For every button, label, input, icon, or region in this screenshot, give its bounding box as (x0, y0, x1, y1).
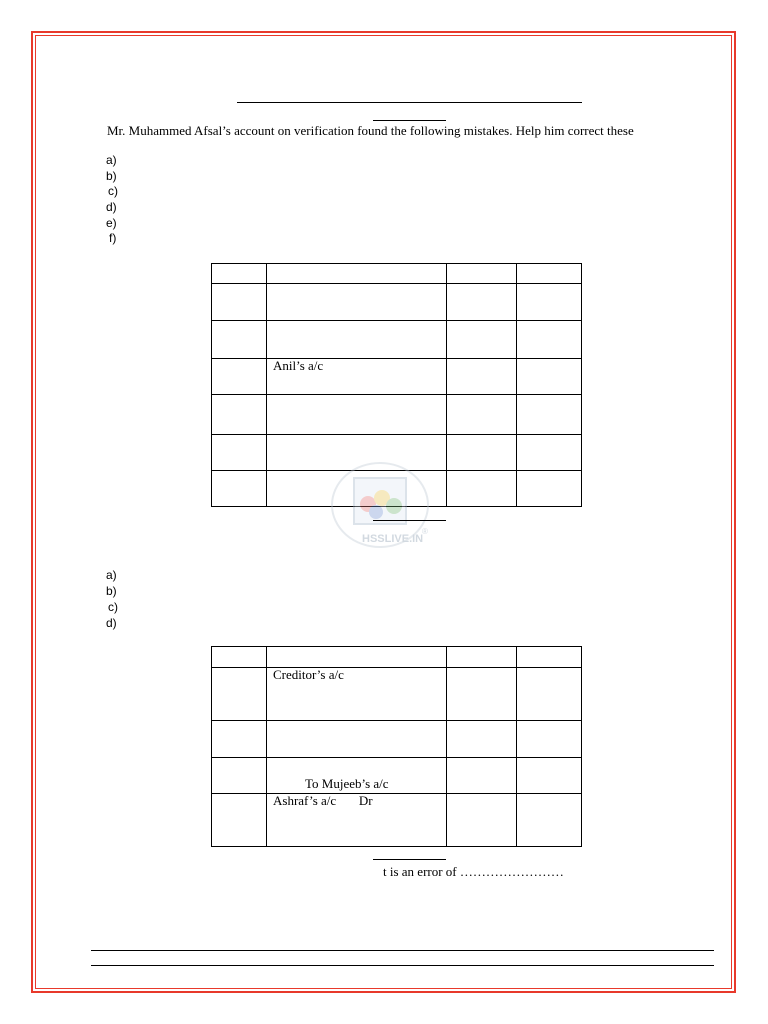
watermark-emblem-icon (326, 460, 434, 560)
intro-text: Mr. Muhammed Afsal’s account on verification found the following mistakes. Help him correct these (107, 123, 634, 138)
table-cell (212, 284, 267, 321)
table-row (212, 284, 582, 321)
table-cell (517, 284, 582, 321)
table-cell (447, 471, 517, 507)
table-cell (447, 668, 517, 721)
table-cell (212, 668, 267, 721)
table-cell (267, 647, 447, 668)
table-cell (267, 721, 447, 758)
table-cell (517, 321, 582, 359)
table-row (212, 395, 582, 435)
table-cell (267, 264, 447, 284)
table-cell (517, 721, 582, 758)
list-item-label: d) (106, 616, 117, 630)
table-cell (517, 647, 582, 668)
table-row (212, 321, 582, 359)
table-cell (447, 359, 517, 395)
list-item-label: a) (106, 153, 117, 167)
table-cell (212, 321, 267, 359)
closing-rule (373, 859, 446, 860)
list-item-label: e) (106, 216, 117, 230)
table-cell (212, 721, 267, 758)
table-cell (447, 435, 517, 471)
table-cell (447, 284, 517, 321)
table-cell (447, 758, 517, 794)
journal-table-two (211, 646, 582, 847)
subtitle-rule (373, 120, 446, 121)
table-cell: Ashraf’s a/c Dr (267, 794, 447, 847)
table-cell: Creditor’s a/c (267, 668, 447, 721)
table-row (212, 647, 582, 668)
table-cell (212, 647, 267, 668)
table-row (212, 359, 582, 395)
table-cell (212, 758, 267, 794)
table-cell (447, 264, 517, 284)
list-item-label: c) (108, 184, 118, 198)
table-row (212, 758, 582, 794)
watermark-logo (326, 460, 434, 560)
table-cell (212, 471, 267, 507)
table-row (212, 668, 582, 721)
list-item-label: f) (109, 231, 117, 245)
table-cell (517, 359, 582, 395)
footer-rule-bottom (91, 965, 714, 966)
table-row (212, 794, 582, 847)
table-cell (212, 264, 267, 284)
table-cell (447, 321, 517, 359)
table-cell: To Mujeeb’s a/c (267, 758, 447, 794)
table-cell (212, 435, 267, 471)
table-cell (517, 471, 582, 507)
watermark-text: HSSLIVE.IN (362, 533, 424, 545)
list-item-label: c) (108, 600, 118, 614)
list-item-label: d) (106, 200, 117, 214)
table-cell (517, 758, 582, 794)
table-cell (212, 794, 267, 847)
table-cell: Anil’s a/c (267, 359, 447, 395)
footer-rule-top (91, 950, 714, 951)
section-rule (373, 520, 446, 521)
table-cell (212, 395, 267, 435)
table-cell (447, 794, 517, 847)
watermark-registered-mark: ® (422, 527, 428, 536)
table-cell (517, 435, 582, 471)
table-cell (267, 284, 447, 321)
list-item-label: b) (106, 169, 117, 183)
table-cell (517, 668, 582, 721)
list-item-label: b) (106, 584, 117, 598)
closing-text: t is an error of …………………… (383, 864, 564, 879)
title-rule (237, 102, 582, 103)
table-cell (517, 264, 582, 284)
table-row (212, 721, 582, 758)
table-cell (447, 721, 517, 758)
table-cell (212, 359, 267, 395)
table-cell (517, 794, 582, 847)
table-cell (267, 321, 447, 359)
table-cell (517, 395, 582, 435)
table-cell (267, 395, 447, 435)
table-row (212, 264, 582, 284)
table-cell (447, 647, 517, 668)
list-item-label: a) (106, 568, 117, 582)
table-cell (447, 395, 517, 435)
